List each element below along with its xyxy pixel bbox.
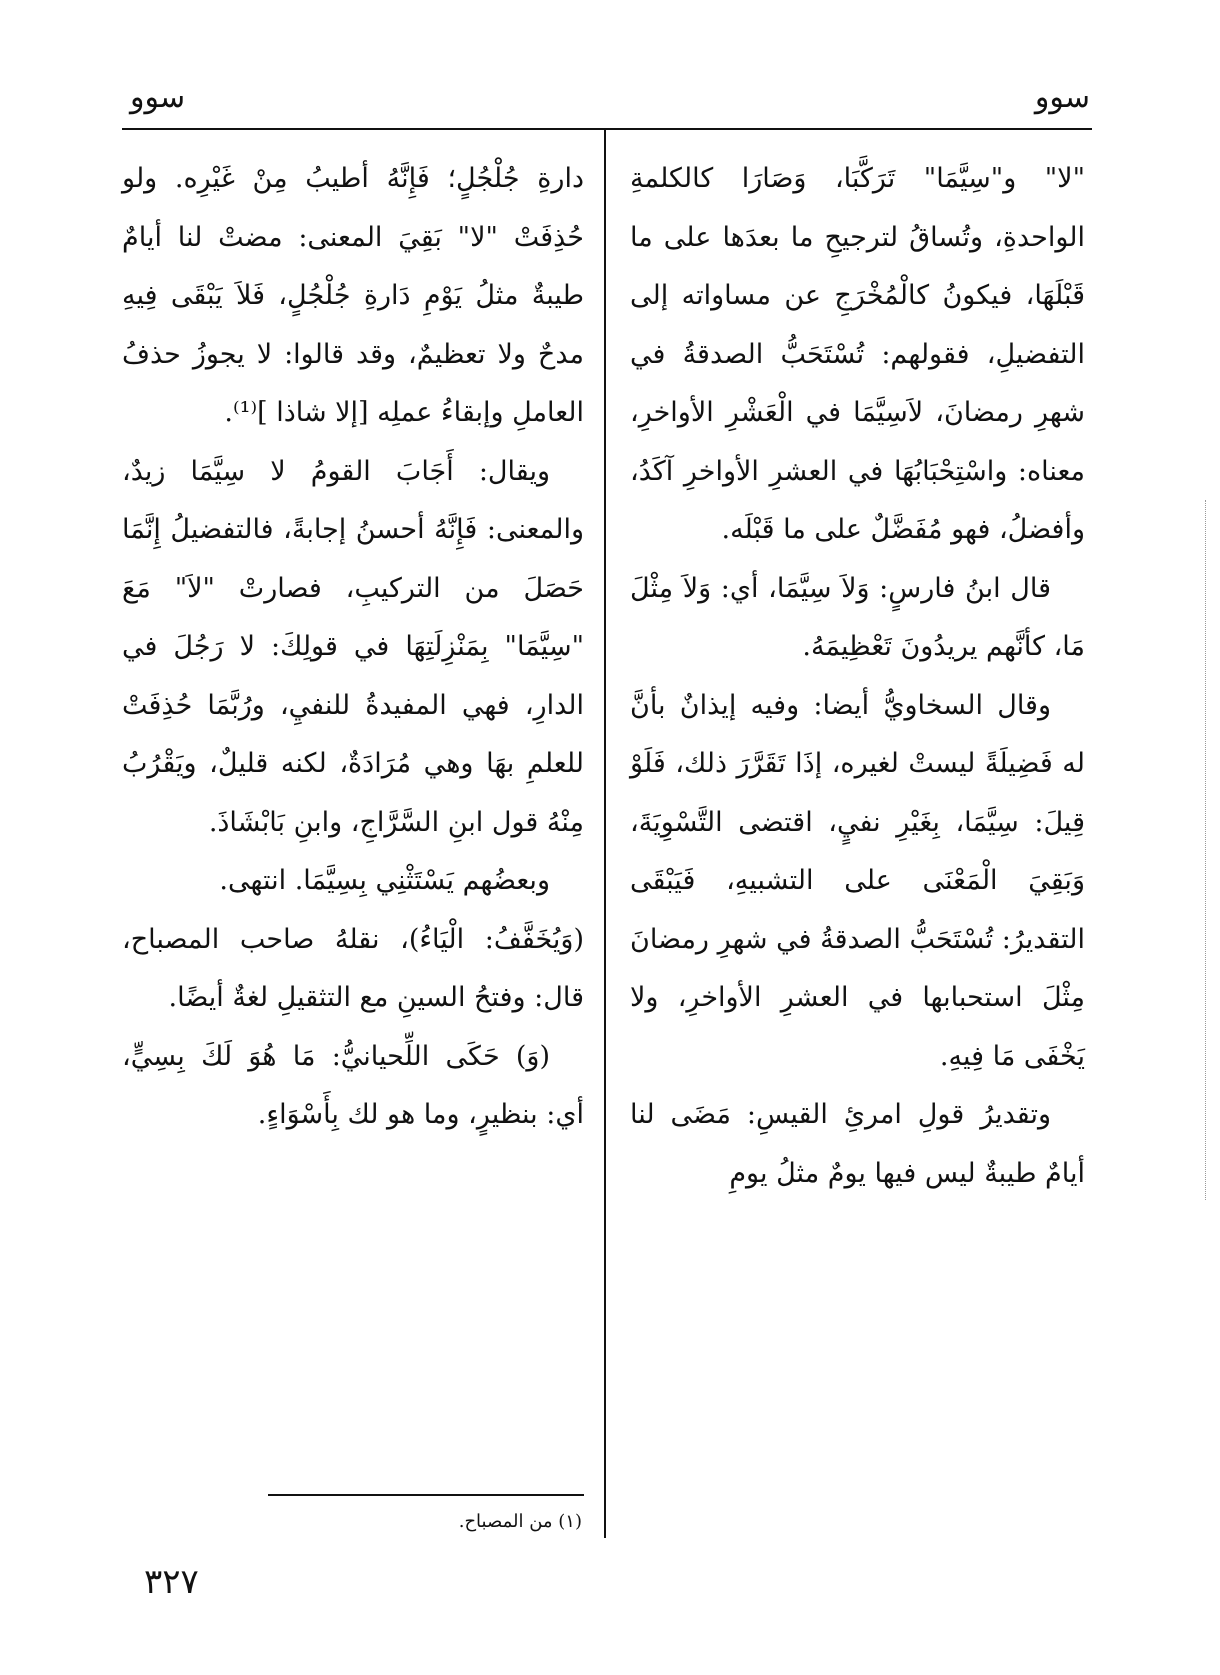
paragraph: قال ابنُ فارسٍ: وَلاَ سِيَّمَا، أي: وَلاَ مِثْلَ مَا، كأنَّهم يريدُونَ تَعْظِيمَهُ. [630, 572, 1085, 662]
footnote-rule [268, 1494, 584, 1496]
paragraph: (وَيُخَفَّفُ: الْيَاءُ)، نقلهُ صاحب المصباح، قال: وفتحُ السينِ مع التثقيلِ لغةٌ أيضًا. [122, 923, 584, 1013]
footnote: (١) من المصباح. [458, 1511, 582, 1532]
paragraph: "لا" و"سِيَّمَا" تَرَكَّبَا، وَصَارَا كالكلمةِ الواحدةِ، وتُساقُ لترجيحِ ما بعدَها على ما قَبْلَهَا، فيكونُ كالْمُخْرَجِ عن مساواته إلى التفضيلِ، فقولهم: تُسْتَحَبُّ الصدقةُ في شهرِ رمضانَ، لاَسِيَّمَا في الْعَشْرِ الأواخرِ، معناه: واسْتِحْبَابُهَا في العشرِ الأواخرِ آكَدُ، وأفضلُ، فهو مُفَضَّلٌ على ما قَبْلَه. [630, 163, 1085, 545]
running-header-right: سوو [1034, 80, 1090, 115]
paragraph: دارةِ جُلْجُلٍ؛ فَإِنَّهُ أطيبُ مِنْ غَيْرِه. ولو حُذِفَتْ "لا" بَقِيَ المعنى: مضتْ لنا أيامٌ طيبةٌ مثلُ يَوْمِ دَارةِ جُلْجُلٍ، فَلاَ يَبْقَى فِيهِ مدحٌ ولا تعظيمٌ، وقد قالوا: لا يجوزُ حذفُ العاملِ وإبقاءُ عملِه [إلا شاذا ]⁽¹⁾. [122, 163, 584, 428]
paragraph: (وَ) حَكَى اللِّحيانيُّ: مَا هُوَ لَكَ بِسِيٍّ، أي: بنظيرٍ، وما هو لك بِأَسْوَاءٍ. [122, 1040, 584, 1130]
running-header-left: سوو [130, 80, 186, 115]
left-column [122, 150, 584, 1145]
paragraph: وقال السخاويُّ أيضا: وفيه إيذانٌ بأنَّ له فَضِيلَةً ليستْ لغيره، إذَا تَقَرَّرَ ذلك، فَلَوْ قِيلَ: سِيَّمَا، بِغَيْرِ نفيٍ، اقتضى التَّسْوِيَةَ، وَبَقِيَ الْمَعْنَى على التشبيهِ، فَيَبْقَى التقديرُ: تُسْتَحَبُّ الصدقةُ في شهرِ رمضانَ مِثْلَ استحبابها في العشرِ الأواخرِ، ولا يَخْفَى مَا فِيهِ. [630, 689, 1085, 1072]
right-column [630, 150, 1085, 1203]
paragraph: ويقال: أَجَابَ القومُ لا سِيَّمَا زيدٌ، والمعنى: فَإِنَّهُ أحسنُ إجابةً، فالتفضيلُ إِنَّمَا حَصَلَ من التركيبِ، فصارتْ "لاَ" مَعَ "سِيَّمَا" بِمَنْزِلَتِهَا في قولِكَ: لا رَجُلَ في الدارِ، فهي المفيدةُ للنفيِ، ورُبَّمَا حُذِفَتْ للعلمِ بهَا وهي مُرَادَةٌ، لكنه قليلٌ، ويَقْرُبُ مِنْهُ قول ابنِ السَّرَّاجِ، وابنِ بَابْشَاذَ. [122, 455, 584, 838]
paragraph: وبعضُهم يَسْتَثْنِي بِسِيَّمَا. انتهى. [219, 865, 550, 896]
page-number: ٣٢٧ [144, 1562, 199, 1602]
scan-edge-marks [1205, 500, 1208, 1200]
paragraph: وتقديرُ قولِ امرئِ القيسِ: مَضَى لنا أيامٌ طيبةٌ ليس فيها يومٌ مثلُ يومِ [630, 1099, 1085, 1189]
column-divider [604, 128, 606, 1538]
header-rule [122, 128, 1092, 130]
